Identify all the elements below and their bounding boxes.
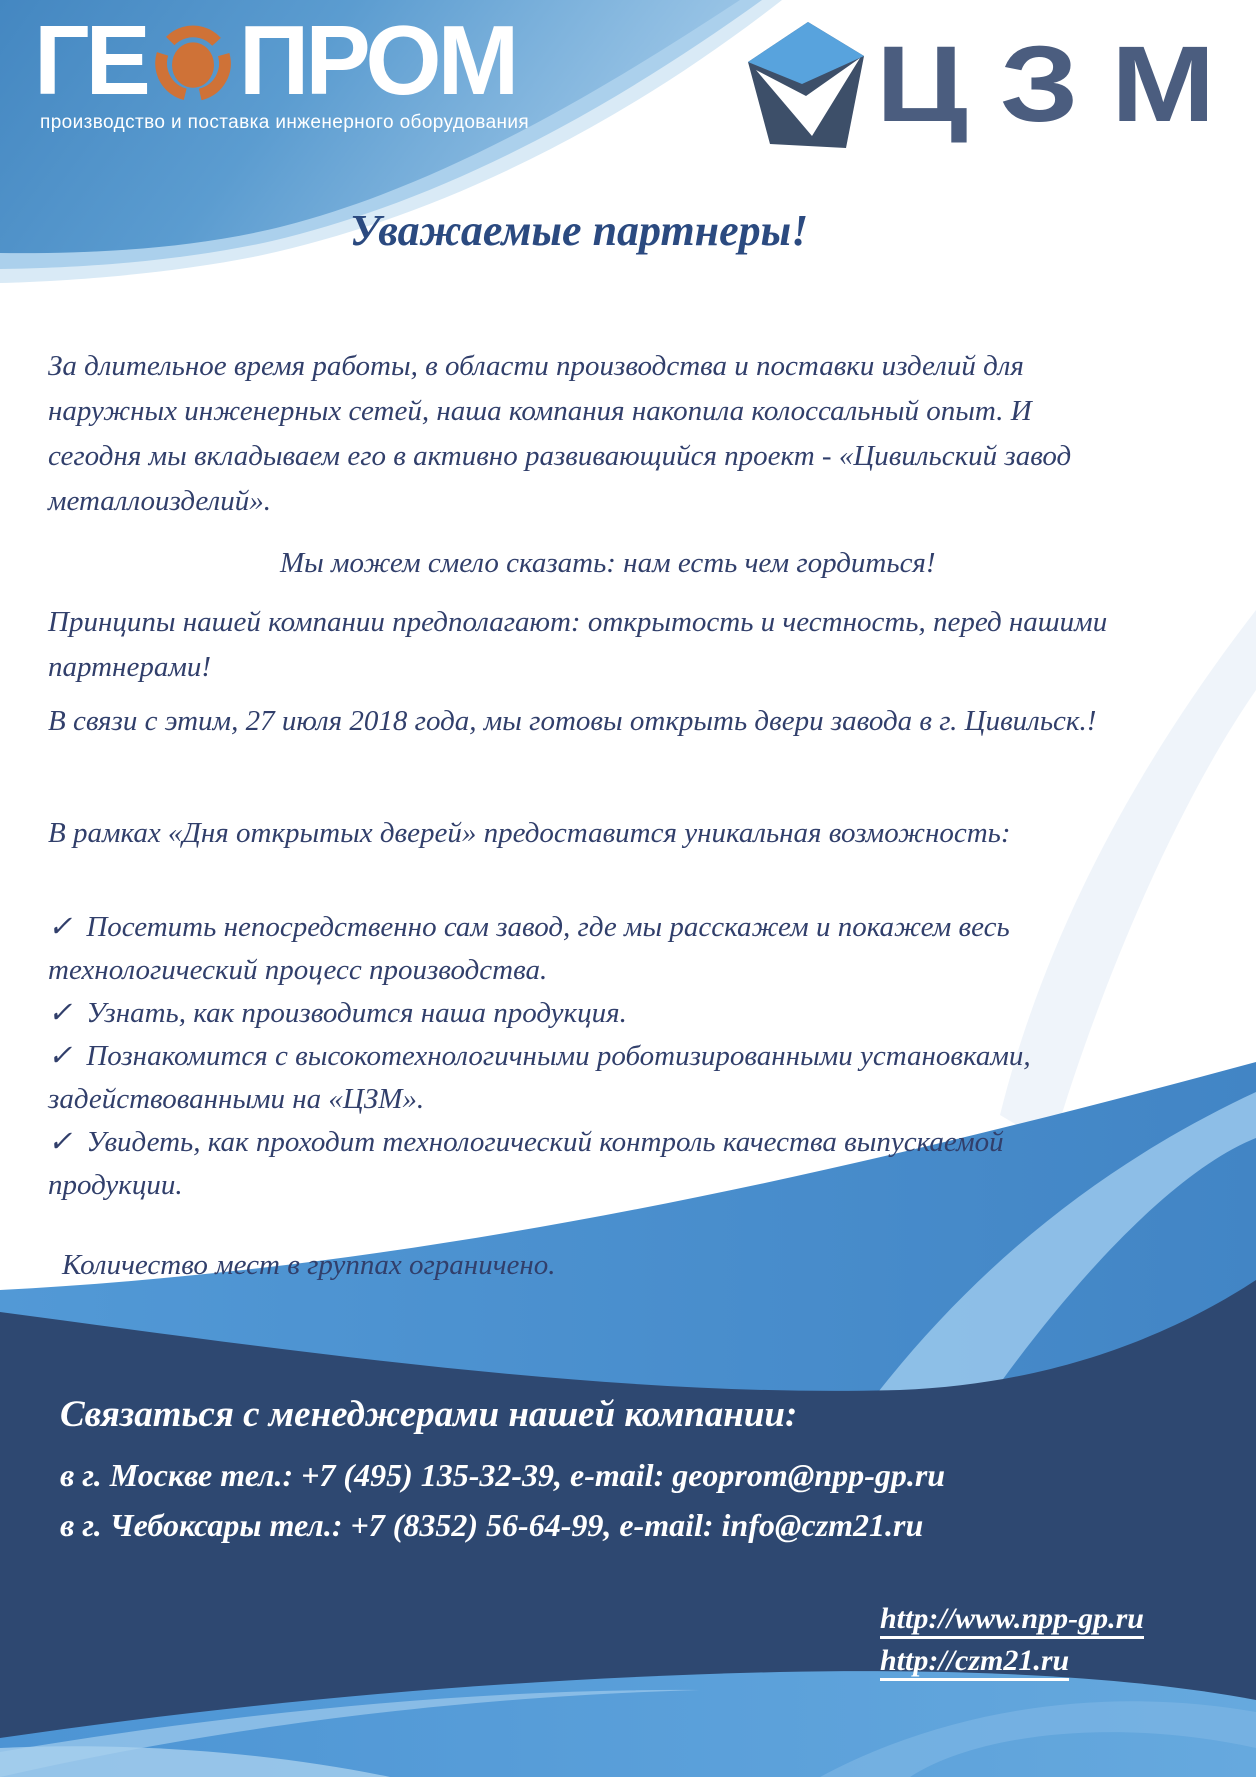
check-icon: ✓ (48, 997, 73, 1029)
link-npp-gp[interactable]: http://www.npp-gp.ru (880, 1598, 1144, 1640)
list-item (48, 1035, 1110, 1121)
geoprom-logo-left: ГЕ (34, 5, 147, 115)
letter-body (48, 206, 1110, 1288)
geoprom-logo (34, 5, 516, 115)
list-item-text: Познакомится с высокотехнологичными роботизированными установками, задействованными на «ЦЗМ». (48, 1040, 1031, 1115)
paragraph-intro: За длительное время работы, в области производства и поставки изделий для наружных инженерных сетей, наша компания накопила колоссальный опыт. И сегодня мы вкладываем его в активно развивающийся проект - «Цивильский завод металлоизделий». (48, 350, 1072, 517)
benefits-list (48, 906, 1110, 1207)
link-czm21[interactable]: http://czm21.ru (880, 1640, 1144, 1682)
paragraph-highlight: Мы можем смело сказать: нам есть чем гордиться! (280, 547, 936, 579)
geoprom-logo-right: ПРОМ (238, 5, 516, 115)
list-item (48, 906, 1110, 992)
check-icon: ✓ (48, 1126, 73, 1158)
list-item-text: Посетить непосредственно сам завод, где мы расскажем и покажем весь технологический процесс производства. (48, 911, 1010, 986)
list-item-text: Увидеть, как проходит технологический контроль качества выпускаемой продукции. (48, 1126, 1004, 1201)
list-item (48, 992, 1110, 1035)
czm-logo-text: ЦЗМ (876, 23, 1248, 144)
benefits-intro: В рамках «Дня открытых дверей» предоставится уникальная возможность: (48, 817, 1011, 849)
paragraph-open-day-date: В связи с этим, 27 июля 2018 года, мы готовы открыть двери завода в г. Цивильск.! (48, 705, 1097, 737)
geoprom-tagline: производство и поставка инженерного оборудования (40, 112, 530, 133)
geoprom-ring-icon (151, 10, 235, 110)
contact-block (60, 1390, 945, 1550)
check-icon: ✓ (48, 911, 73, 943)
contact-heading: Связаться с менеджерами нашей компании: (60, 1394, 798, 1435)
capacity-note: Количество мест в группах ограничено. (62, 1249, 556, 1281)
czm-pentagon-icon (742, 18, 868, 152)
check-icon: ✓ (48, 1040, 73, 1072)
list-item-text: Узнать, как производится наша продукция. (86, 997, 627, 1029)
contact-moscow: в г. Москве тел.: +7 (495) 135-32-39, e-mail: geoprom@npp-gp.ru (60, 1457, 946, 1493)
letter-title: Уважаемые партнеры! (349, 206, 809, 255)
site-links (880, 1598, 1144, 1682)
paragraph-principles: Принципы нашей компании предполагают: открытость и честность, перед нашими партнерами! (48, 606, 1108, 683)
contact-cheboksary: в г. Чебоксары тел.: +7 (8352) 56-64-99, e-mail: info@czm21.ru (60, 1507, 924, 1543)
list-item (48, 1121, 1110, 1207)
